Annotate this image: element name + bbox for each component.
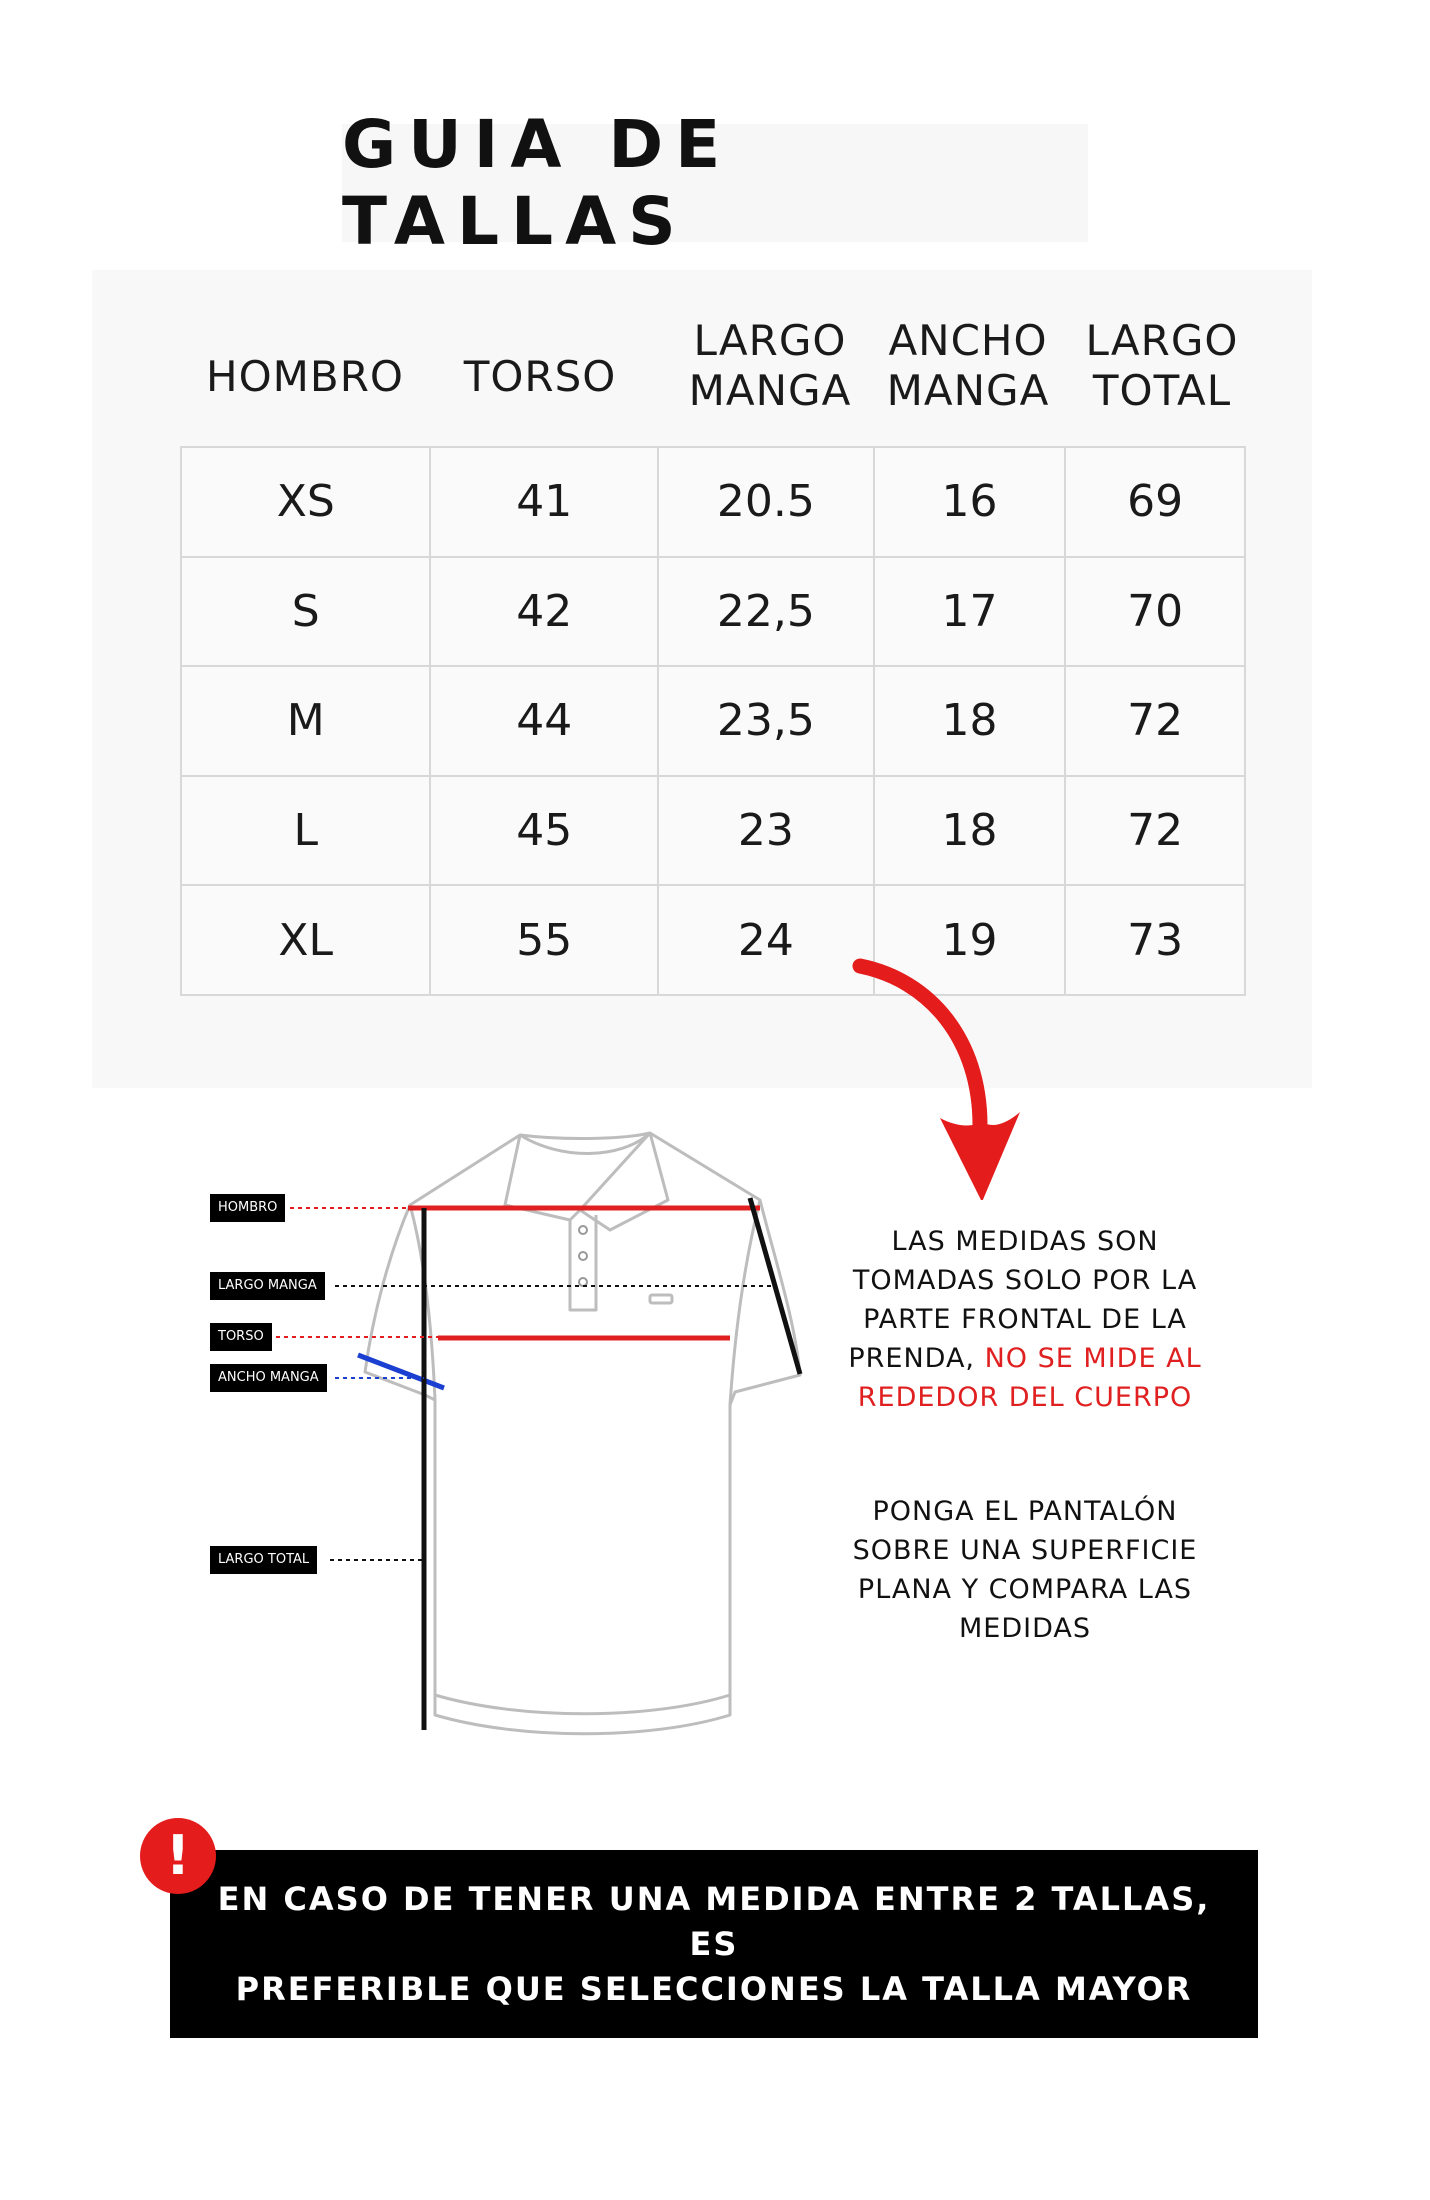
table-cell: 72 [1065, 666, 1245, 776]
header-largo-total [1064, 316, 1260, 416]
size-table [180, 446, 1246, 996]
header-largo-total-line1: LARGO [1085, 316, 1239, 365]
measurement-note [820, 1222, 1230, 1417]
table-cell: 45 [430, 776, 658, 886]
header-largo-manga-line2: MANGA [688, 366, 852, 415]
header-hombro-text: HOMBRO [206, 352, 404, 401]
table-cell: 18 [874, 666, 1066, 776]
header-torso [440, 352, 640, 402]
alert-icon: ! [140, 1818, 216, 1894]
warning-text [194, 1877, 1234, 2012]
warning-banner [170, 1850, 1258, 2038]
header-torso-text: TORSO [463, 352, 617, 401]
table-cell: L [181, 776, 430, 886]
table-cell: 41 [430, 447, 658, 557]
table-row [181, 666, 1245, 776]
table-cell: 16 [874, 447, 1066, 557]
header-ancho-manga-line2: MANGA [886, 366, 1050, 415]
note-warning-text: NO SE MIDE AL REDEDOR DEL CUERPO [857, 1343, 1202, 1413]
title-box [342, 106, 1088, 260]
table-cell: 24 [658, 885, 874, 995]
warning-line-2: PREFERIBLE QUE SELECCIONES LA TALLA MAYOR [235, 1969, 1193, 2008]
page-title: GUIA DE TALLAS [342, 106, 733, 260]
table-row [181, 885, 1245, 995]
table-cell: 20.5 [658, 447, 874, 557]
table-cell: 23 [658, 776, 874, 886]
table-cell: 22,5 [658, 557, 874, 667]
table-cell: 42 [430, 557, 658, 667]
table-cell: XL [181, 885, 430, 995]
instruction-text: PONGA EL PANTALÓN SOBRE UNA SUPERFICIE PLANA Y COMPARA LAS MEDIDAS [852, 1496, 1198, 1644]
label-largo-total: LARGO TOTAL [210, 1546, 317, 1574]
table-cell: S [181, 557, 430, 667]
table-row [181, 447, 1245, 557]
table-row [181, 557, 1245, 667]
table-cell: 55 [430, 885, 658, 995]
table-cell: 44 [430, 666, 658, 776]
warning-line-1: EN CASO DE TENER UNA MEDIDA ENTRE 2 TALLAS, ES [217, 1879, 1211, 1963]
instruction-note [820, 1492, 1230, 1648]
label-ancho-manga: ANCHO MANGA [210, 1364, 327, 1392]
table-cell: 72 [1065, 776, 1245, 886]
label-largo-manga: LARGO MANGA [210, 1272, 325, 1300]
label-torso: TORSO [210, 1323, 272, 1351]
header-largo-total-line2: TOTAL [1092, 366, 1232, 415]
header-largo-manga [670, 316, 870, 416]
header-largo-manga-line1: LARGO [693, 316, 847, 365]
note-text: LAS MEDIDAS SON TOMADAS SOLO POR LA PARTE FRONTAL DE LA PRENDA, [848, 1226, 1198, 1374]
label-hombro: HOMBRO [210, 1194, 285, 1222]
header-ancho-manga [868, 316, 1068, 416]
table-cell: M [181, 666, 430, 776]
table-cell: XS [181, 447, 430, 557]
table-cell: 23,5 [658, 666, 874, 776]
curved-arrow-down-icon [830, 940, 1030, 1200]
table-cell: 69 [1065, 447, 1245, 557]
table-cell: 73 [1065, 885, 1245, 995]
table-cell: 18 [874, 776, 1066, 886]
header-hombro [190, 352, 420, 402]
header-ancho-manga-line1: ANCHO [888, 316, 1048, 365]
table-cell: 19 [874, 885, 1066, 995]
table-cell: 70 [1065, 557, 1245, 667]
table-row [181, 776, 1245, 886]
table-cell: 17 [874, 557, 1066, 667]
polo-shirt-outline [200, 1110, 820, 1750]
